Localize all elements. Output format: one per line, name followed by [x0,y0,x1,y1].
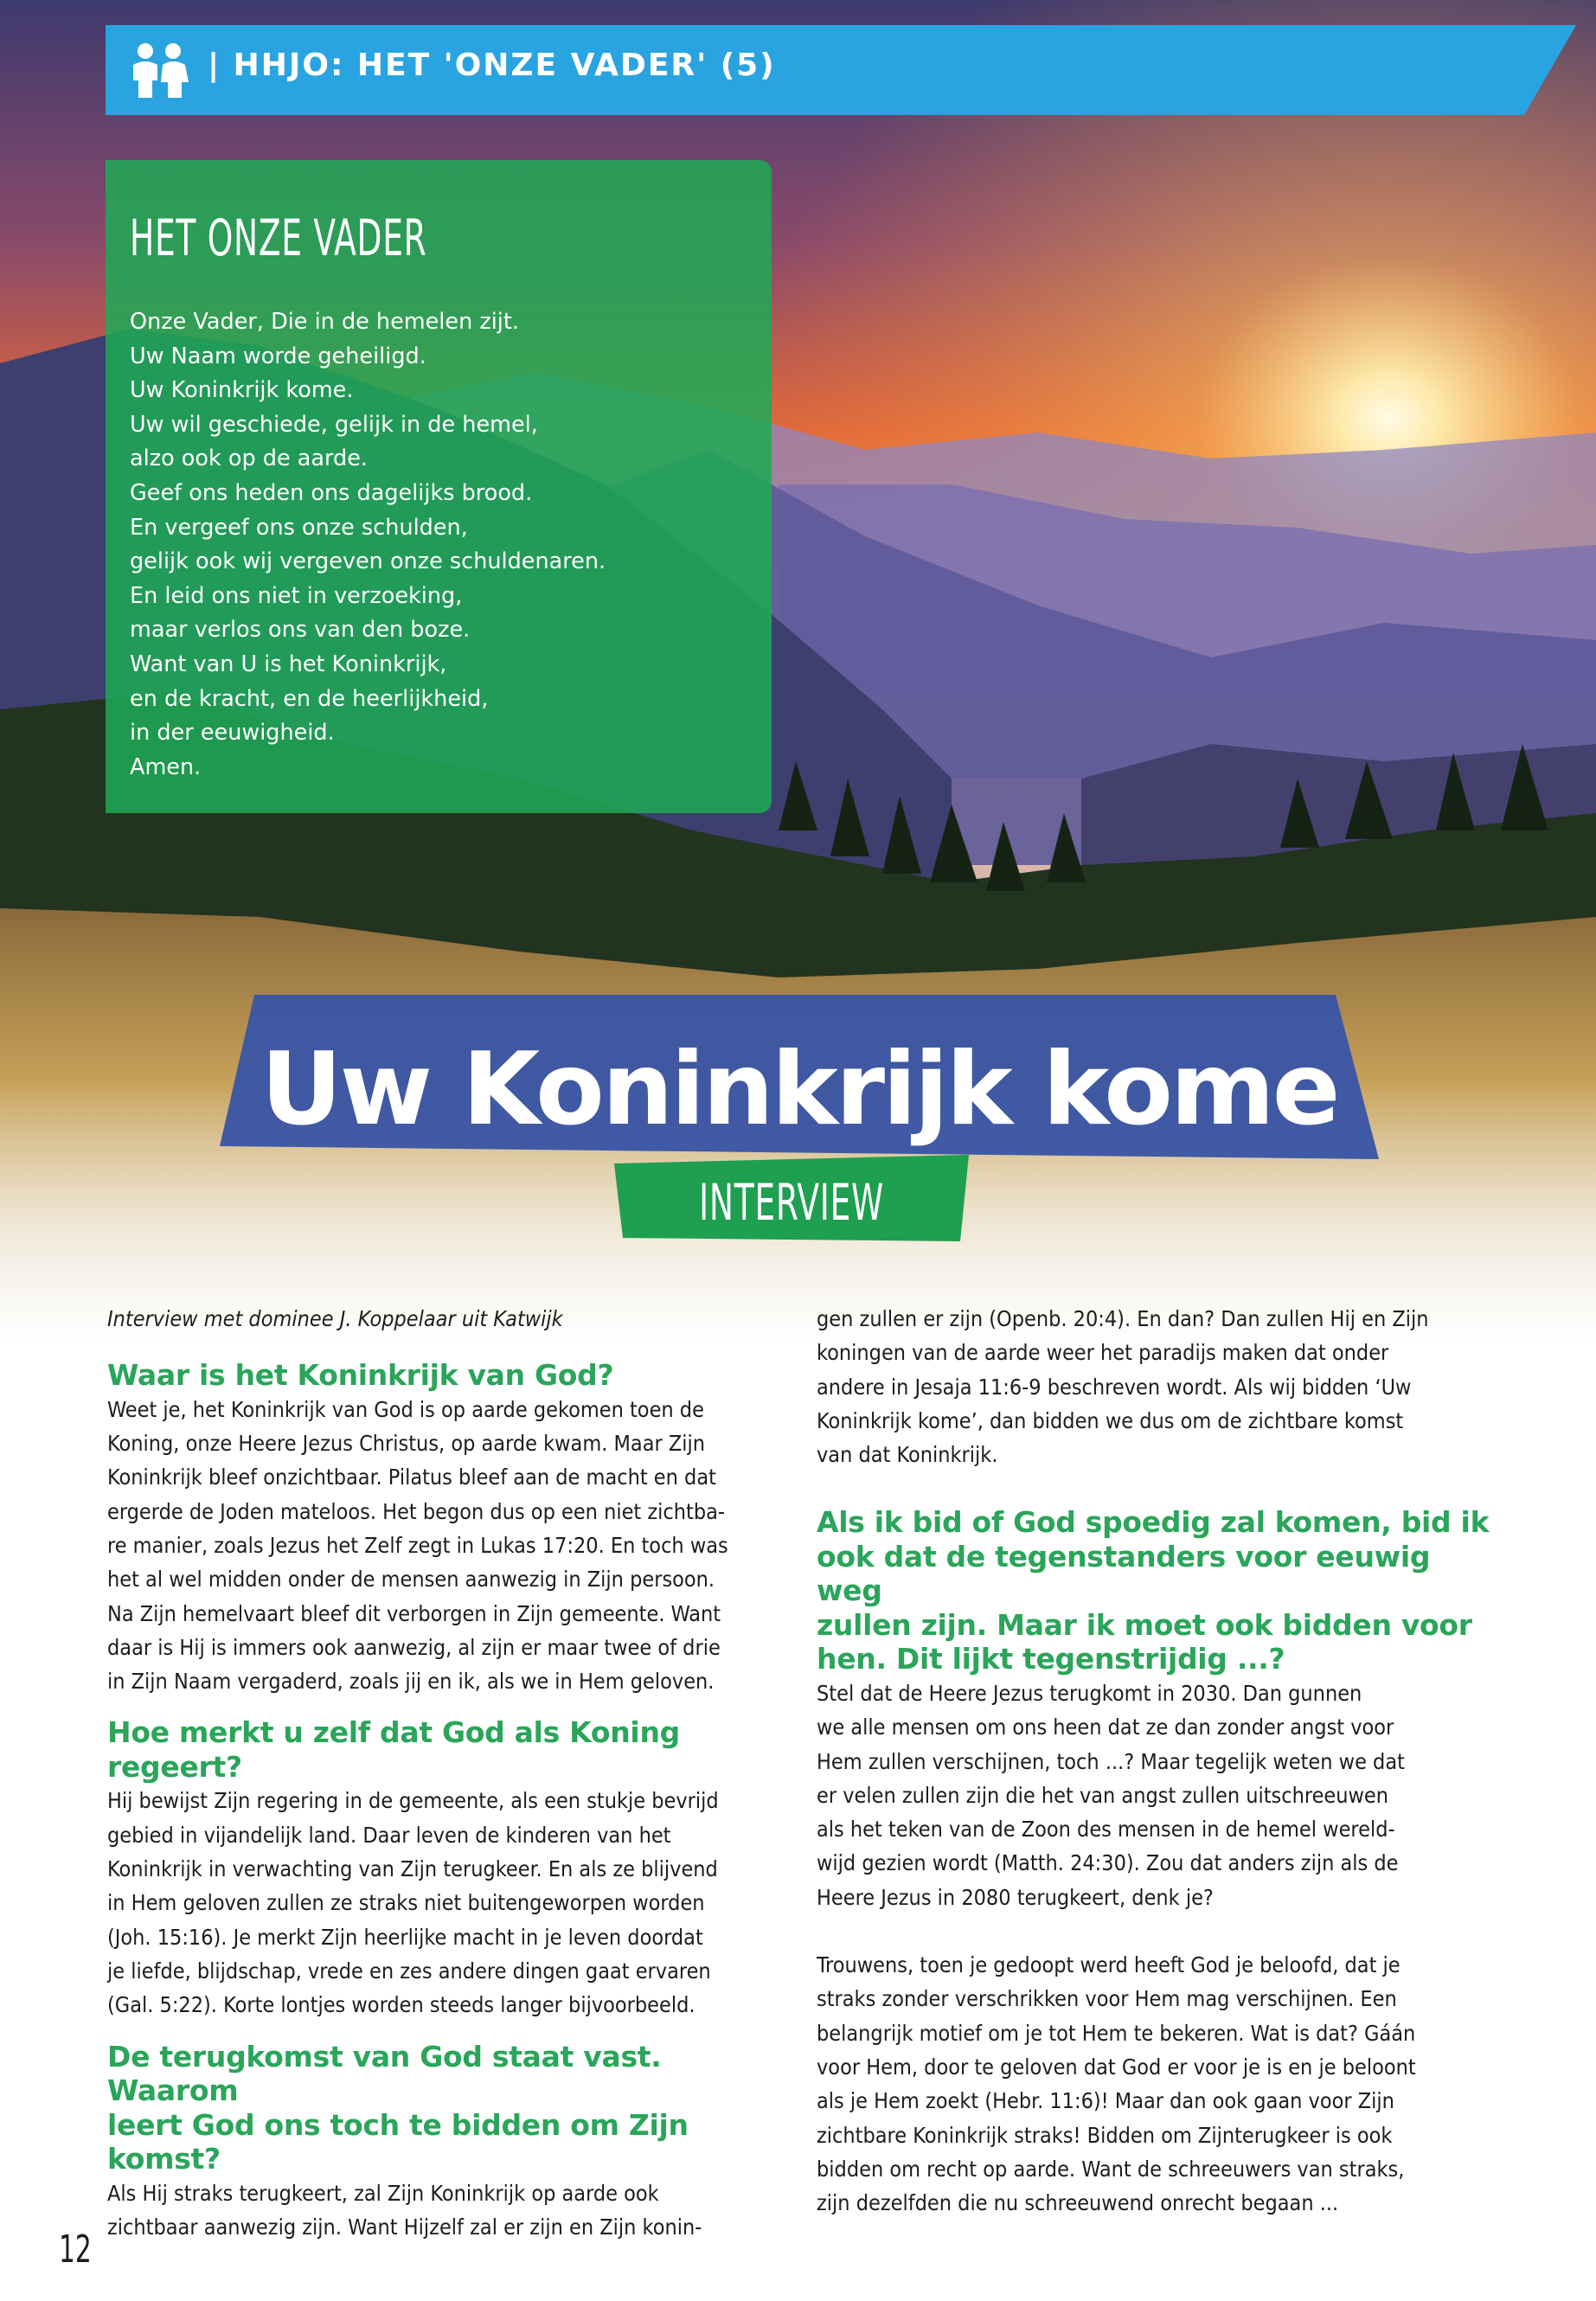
answer-line: Stel dat de Heere Jezus terugkomt in 2030. Dan gunnen [817,1680,1362,1706]
answer-line: belangrijk motief om je tot Hem te bekeren. Wat is dat? Gáán [817,2020,1416,2046]
answer-line: voor Hem, door te geloven dat God er voor je is en je beloont [817,2054,1416,2080]
answer-line: Koninkrijk kome’, dan bidden we dus om de zichtbare komst [817,1407,1404,1433]
question-heading: leert God ons toch te bidden om Zijn komst? [107,2107,689,2176]
children-icon [125,39,195,101]
prayer-line: Geef ons heden ons dagelijks brood. [130,479,533,506]
answer-line: (Gal. 5:22). Korte lontjes worden steeds langer bijvoorbeeld. [107,1992,695,2018]
section-header [106,25,1576,115]
prayer-panel [106,160,772,813]
question-heading: Als ik bid of God spoedig zal komen, bid ik [817,1505,1490,1540]
prayer-line: Amen. [130,753,202,780]
prayer-line: maar verlos ons van den boze. [130,617,471,644]
answer-line: het al wel midden onder de mensen aanwezig in Zijn persoon. [107,1567,715,1593]
answer-line: andere in Jesaja 11:6-9 beschreven wordt. Als wij bidden ‘Uw [817,1374,1412,1400]
answer-line: daar is Hij is immers ook aanwezig, al zijn er maar twee of drie [107,1634,721,1660]
answer-line: we alle mensen om ons heen dat ze dan zonder angst voor [817,1715,1394,1740]
answer-line: ergerde de Joden mateloos. Het begon dus op een niet zichtba- [107,1498,726,1524]
prayer-line: en de kracht, en de heerlijkheid, [130,685,489,712]
answer-line: er velen zullen zijn die het van angst zullen uitschreeuwen [817,1782,1389,1808]
answer-line: in Hem geloven zullen ze straks niet buitengeworpen worden [107,1890,705,1916]
prayer-line: Uw Naam worde geheiligd. [130,343,426,369]
answer-line: wijd gezien wordt (Matth. 24:30). Zou dat anders zijn als de [817,1850,1399,1876]
answer-line: zichtbaar aanwezig zijn. Want Hijzelf zal er zijn en Zijn konin- [107,2214,702,2240]
answer-line: straks zonder verschrikken voor Hem mag verschijnen. Een [817,1986,1397,2012]
answer-line: Koninkrijk in verwachting van Zijn terugkeer. En als ze blijvend [107,1856,718,1882]
prayer-line: Uw Koninkrijk kome. [130,377,354,404]
answer-line: Weet je, het Koninkrijk van God is op aarde gekomen toen de [107,1396,704,1422]
article-intro: Interview met dominee J. Koppelaar uit Katwijk [107,1306,563,1331]
prayer-line: Onze Vader, Die in de hemelen zijt. [130,309,519,335]
question-heading: Waar is het Koninkrijk van God? [107,1358,614,1393]
answer-line: als het teken van de Zoon des mensen in de hemel wereld- [817,1817,1395,1843]
article-subtitle: INTERVIEW [699,1173,884,1232]
question-heading: hen. Dit lijkt tegenstrijdig ...? [817,1642,1285,1676]
answer-line: Koning, onze Heere Jezus Christus, op aarde kwam. Maar Zijn [107,1431,706,1457]
answer-line: als je Hem zoekt (Hebr. 11:6)! Maar dan ook gaan voor Zijn [817,2088,1394,2114]
question-heading: Hoe merkt u zelf dat God als Koning regeert? [107,1715,680,1784]
answer-line: gen zullen er zijn (Openb. 20:4). En dan? Dan zullen Hij en Zijn [817,1306,1429,1331]
answer-line: Hij bewijst Zijn regering in de gemeente, als een stukje bevrijd [107,1788,719,1814]
prayer-line: En vergeef ons onze schulden, [130,514,468,541]
prayer-line: in der eeuwigheid. [130,720,335,747]
question-heading: ook dat de tegenstanders voor eeuwig weg [817,1539,1431,1608]
answer-line: van dat Koninkrijk. [817,1442,998,1468]
section-title: | HHJO: HET 'ONZE VADER' (5) [208,48,776,83]
answer-line: Hem zullen verschijnen, toch ...? Maar tegelijk weten we dat [817,1748,1405,1774]
prayer-line: gelijk ook wij vergeven onze schuldenaren. [130,548,606,575]
prayer-line: En leid ons niet in verzoeking, [130,582,463,609]
answer-line: Na Zijn hemelvaart bleef dit verborgen in Zijn gemeente. Want [107,1600,721,1626]
prayer-text [130,305,606,785]
article-column-right [817,1302,1496,2220]
answer-line: Heere Jezus in 2080 terugkeert, denk je? [817,1884,1214,1910]
answer-line: Koninkrijk bleef onzichtbaar. Pilatus bleef aan de macht en dat [107,1465,716,1490]
prayer-title: HET ONZE VADER [130,208,427,267]
prayer-line: alzo ook op de aarde. [130,445,369,472]
answer-line: Als Hij straks terugkeert, zal Zijn Koninkrijk op aarde ook [107,2180,659,2206]
question-heading: zullen zijn. Maar ik moet ook bidden voor [817,1607,1472,1642]
answer-line: je liefde, blijdschap, vrede en zes andere dingen gaat ervaren [107,1958,711,1984]
answer-line: bidden om recht op aarde. Want de schreeuwers van straks, [817,2156,1405,2182]
prayer-line: Uw wil geschiede, gelijk in de hemel, [130,411,538,438]
answer-line: Trouwens, toen je gedoopt werd heeft God je beloofd, dat je [817,1952,1401,1978]
question-heading: De terugkomst van God staat vast. Waarom [107,2039,662,2108]
answer-line: gebied in vijandelijk land. Daar leven de kinderen van het [107,1822,671,1848]
answer-line: (Joh. 15:16). Je merkt Zijn heerlijke macht in je leven doordat [107,1924,703,1950]
answer-line: zijn dezelfden die nu schreeuwend onrecht begaan ... [817,2190,1339,2216]
prayer-line: Want van U is het Koninkrijk, [130,651,447,677]
answer-line: re manier, zoals Jezus het Zelf zegt in Lukas 17:20. En toch was [107,1532,728,1558]
page-number: 12 [59,2227,92,2272]
answer-line: zichtbare Koninkrijk straks! Bidden om Zijnterugkeer is ook [817,2122,1393,2148]
answer-line: koningen van de aarde weer het paradijs maken dat onder [817,1340,1389,1366]
article-column-left [107,1302,786,2244]
article-title: Uw Koninkrijk kome [260,1031,1338,1148]
answer-line: in Zijn Naam vergaderd, zoals jij en ik, als we in Hem geloven. [107,1669,715,1695]
